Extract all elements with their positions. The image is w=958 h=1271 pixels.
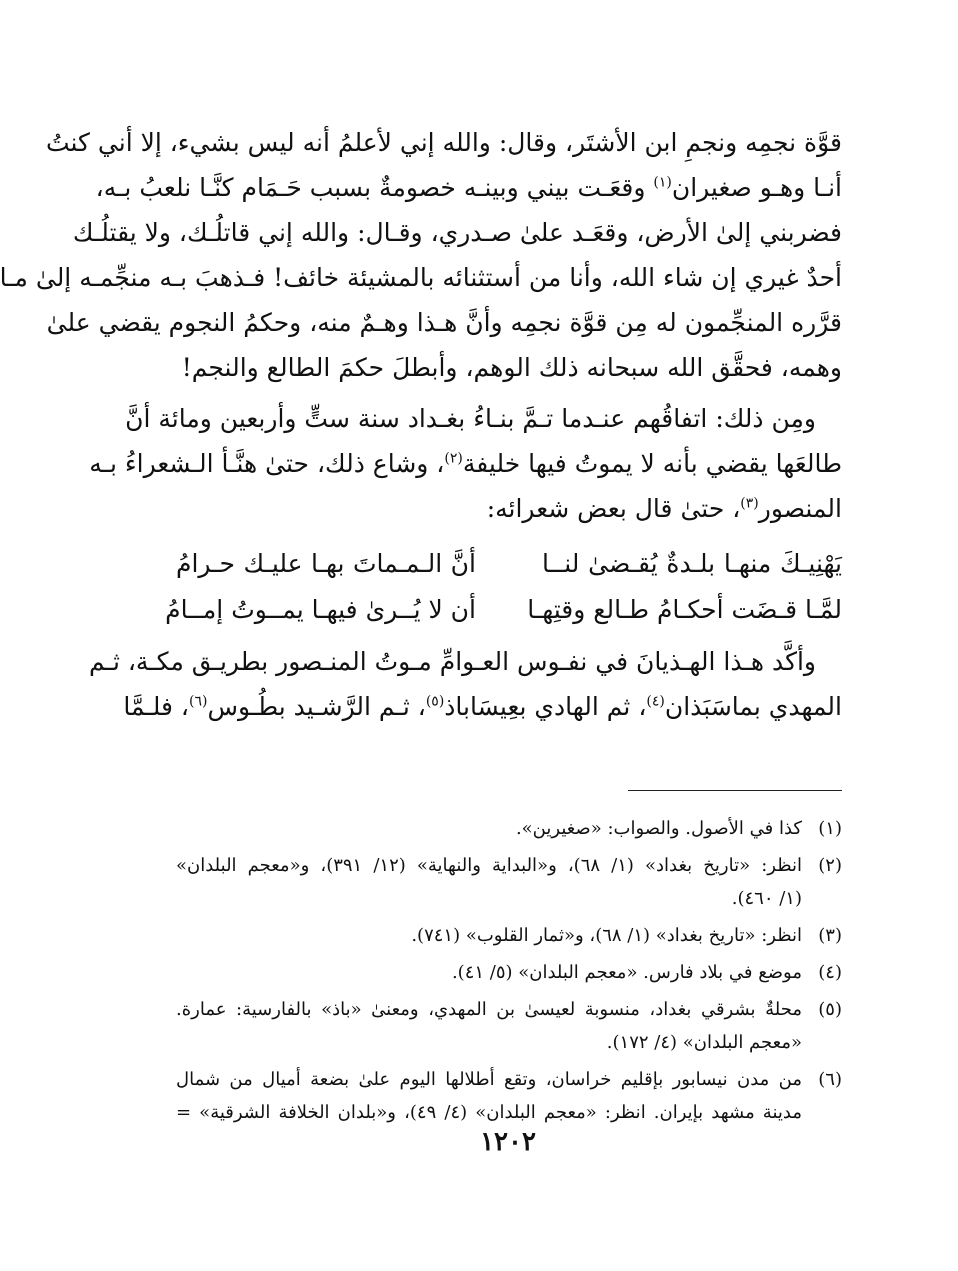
text-line: قرَّره المنجِّمون له مِن قوَّة نجمِه وأنَّ هـذا وهـمٌ منه، وحكمُ النجوم يقضي علىٰ — [46, 308, 842, 337]
text-segment: ، ثـم الرَّشـيد بطُـوس — [207, 692, 426, 721]
paragraph-lead: ومِن ذلك: — [715, 404, 816, 433]
text-line: وأكَّد هـذا الهـذيانَ في نفـوس العـوامِّ مـوتُ المنـصور بطريـق مكـة، ثـم — [88, 647, 816, 676]
footnote-text — [176, 812, 802, 845]
footnote-ref[interactable]: (١) — [653, 174, 672, 191]
text-segment: ، وشاع ذلك، حتىٰ هنَّـأ الـشعراءُ بـه — [89, 449, 445, 478]
text-line: قوَّة نجمِه ونجمِ ابن الأشتَر، وقال: والله إني لأعلمُ أنه ليس بشيء، إلا أني كنتُ — [45, 128, 842, 157]
text-segment: وقعَـت بيني وبينـه خصومةٌ بسبب حَـمَام كنَّـا نلعبُ بـه، — [95, 173, 654, 202]
poem-verse — [176, 541, 842, 587]
text-line — [176, 486, 842, 531]
poem — [165, 541, 842, 633]
footnote — [176, 993, 842, 1059]
footnote-ref[interactable]: (٢) — [444, 450, 463, 467]
footnote-ref[interactable]: (٣) — [740, 495, 759, 512]
footnote-line: موضع في بلاد فارس. «معجم البلدان» (٥/ ٤١). — [451, 962, 802, 983]
footnote-text — [176, 1063, 802, 1129]
text-line: أحدٌ غيري إن شاء الله، وأنا من أستثنائه بالمشيئة خائف! فـذهبَ بـه منجِّمـه إلىٰ مـا — [0, 263, 842, 292]
footnote — [176, 956, 842, 989]
text-segment: ، فلـمَّا — [123, 692, 189, 721]
footnote-text — [176, 956, 802, 989]
poem-verse — [165, 587, 842, 633]
footnote-number: (٢) — [818, 855, 842, 876]
text-segment: أنـا وهـو صغيران — [671, 173, 842, 202]
text-segment: ، حتىٰ قال بعض شعرائه: — [486, 494, 741, 523]
footnotes — [176, 812, 842, 1133]
footnote-line: مدينة مشهد بإيران. انظر: «معجم البلدان» (٤/ ٤٩)، و«بلدان الخلافة الشرقية» = — [176, 1102, 802, 1123]
footnote — [176, 1063, 842, 1129]
footnote-line: (١/ ٤٦٠). — [731, 888, 802, 909]
footnote-line: انظر: «تاريخ بغداد» (١/ ٦٨)، و«ثمار القلوب» (٧٤١). — [411, 925, 802, 946]
poem-hemistich-left: أن لا يُــرىٰ فيهـا يمــوتُ إمــامُ — [165, 595, 476, 624]
footnote-number: (١) — [818, 818, 842, 839]
footnote-number: (٣) — [818, 925, 842, 946]
text-line: فضربني إلىٰ الأرض، وقعَـد علىٰ صـدري، وقـال: والله إني قاتلُـك، ولا يقتلُـك — [72, 218, 842, 247]
footnote-line: انظر: «تاريخ بغداد» (١/ ٦٨)، و«البداية والنهاية» (١٢/ ٣٩١)، و«معجم البلدان» — [176, 855, 802, 876]
footnote-text — [176, 919, 802, 952]
text-segment: المنصور — [758, 494, 842, 523]
footnote-ref[interactable]: (٤) — [646, 693, 665, 710]
text-segment: طالعَها يقضي بأنه لا يموتُ فيها خليفة — [462, 449, 842, 478]
poem-hemistich-right: يَهْنِيـكَ منهـا بلـدةٌ يُقـضىٰ لنــا — [542, 549, 842, 578]
text-segment: اتفاقُهم عنـدما تـمَّ بنـاءُ بغـداد سنة ستٍّ وأربعين ومائة أنَّ — [125, 404, 716, 433]
footnote-text — [176, 849, 802, 915]
footnote — [176, 812, 842, 845]
poem-hemistich-right: لمَّـا قـضَت أحكـامُ طـالع وقتِهـا — [527, 595, 842, 624]
footnote-number: (٥) — [818, 999, 842, 1020]
poem-hemistich-left: أنَّ الـمـماتَ بهـا عليـك حـرامُ — [176, 549, 476, 578]
text-segment: ، ثم الهادي بعِيسَاباذ — [444, 692, 647, 721]
footnote-text — [176, 993, 802, 1059]
text-line: وهمه، فحقَّق الله سبحانه ذلك الوهم، وأبطلَ حكمَ الطالع والنجم! — [181, 353, 842, 382]
footnote-ref[interactable]: (٦) — [189, 693, 208, 710]
footnote-line: من مدن نيسابور بإقليم خراسان، وتقع أطلالها اليوم علىٰ بضعة أميال من شمال — [176, 1069, 802, 1090]
footnote-line: محلةٌ بشرقي بغداد، منسوبة لعيسىٰ بن المهدي، ومعنىٰ «باذ» بالفارسية: عمارة. — [176, 999, 802, 1020]
footnote-number: (٤) — [818, 962, 842, 983]
text-line — [125, 396, 842, 441]
text-line — [123, 684, 842, 729]
footnote-line: «معجم البلدان» (٤/ ١٧٢). — [606, 1032, 802, 1053]
text-segment: المهدي بماسَبَذان — [664, 692, 842, 721]
text-line — [95, 165, 842, 210]
footnote — [176, 849, 842, 915]
footnote-line: كذا في الأصول. والصواب: «صغيرين». — [515, 818, 802, 839]
footnote-separator — [628, 790, 842, 791]
main-text — [0, 120, 842, 729]
footnote — [176, 919, 842, 952]
footnote-number: (٦) — [818, 1069, 842, 1090]
footnote-ref[interactable]: (٥) — [425, 693, 445, 710]
page-number: ١٢٠٢ — [480, 1127, 536, 1157]
text-line — [89, 441, 842, 486]
